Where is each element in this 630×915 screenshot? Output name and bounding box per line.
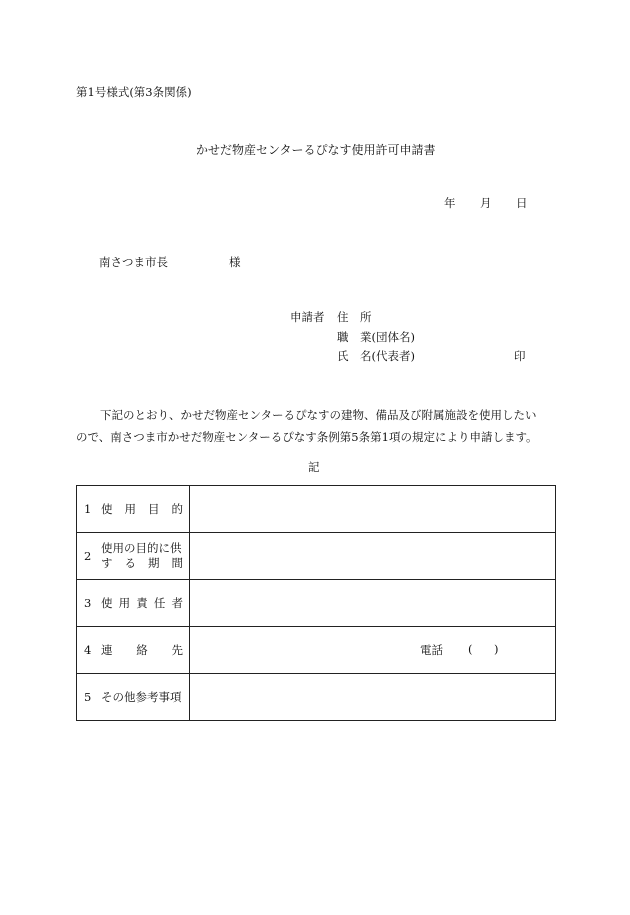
date-day: 日 [516,196,528,210]
contact-input-cell[interactable] [190,627,556,674]
date-line [444,198,528,210]
label-char: 連 [101,643,113,657]
phone-paren-close: ) [494,642,499,656]
item-label-cell [77,674,190,721]
applicant-label: 申請者 [290,310,325,324]
item-number: 3 [84,596,92,610]
item-number: 4 [84,643,92,657]
ki-heading: 記 [308,460,320,474]
table-row [77,580,556,627]
label-char: 任 [153,596,166,610]
label-char: 責 [136,596,148,610]
date-year: 年 [444,196,456,210]
item-label: その他参考事項 [101,690,182,704]
responsible-person-input-cell[interactable] [190,580,556,627]
label-char: 用 [124,502,136,516]
label-line-1: 使用の目的に供 [101,541,182,555]
table-row [77,627,556,674]
item-label-cell [77,627,190,674]
label-char: 先 [171,643,183,657]
item-label [101,501,189,517]
occupation-label: 職 業(団体名) [337,330,415,344]
item-label [101,642,189,658]
seal-mark: 印 [514,349,526,363]
items-table [76,485,556,721]
body-paragraph [76,404,560,448]
label-char: 目 [148,502,160,516]
table-row [77,674,556,721]
table-row [77,486,556,533]
phone-group [420,642,499,658]
document-title: かせだ物産センターるぴなす使用許可申請書 [196,143,436,157]
purpose-input-cell[interactable] [190,486,556,533]
item-number: 5 [84,690,92,704]
addressee-name: 南さつま市長 [99,255,168,269]
form-number: 第1号様式(第3条関係) [76,85,192,99]
item-label-cell [77,533,190,580]
label-char: 用 [118,596,131,610]
label-line-2 [101,556,183,571]
date-month: 月 [480,196,492,210]
body-line-2: ので、南さつま市かせだ物産センターるぴなす条例第5条第1項の規定により申請します。 [76,430,538,444]
addressee [99,257,241,269]
item-number: 1 [84,502,92,516]
item-number: 2 [84,549,92,563]
item-label-cell [77,580,190,627]
label-char: る [124,556,136,570]
item-label [101,541,189,571]
label-char: 期 [148,556,160,570]
table-row [77,533,556,580]
label-char: 使 [101,596,113,610]
body-line-1: 下記のとおり、かせだ物産センターるぴなすの建物、備品及び附属施設を使用したい [100,408,537,422]
label-char: 間 [171,556,183,570]
label-char: す [101,556,113,570]
addressee-honorific: 様 [229,255,241,269]
label-char: 者 [171,596,183,610]
phone-paren-open: ( [468,642,473,656]
address-label: 住 所 [337,310,372,324]
period-input-cell[interactable] [190,533,556,580]
phone-label: 電話 [420,643,443,657]
name-label: 氏 名(代表者) [337,349,415,363]
other-notes-input-cell[interactable] [190,674,556,721]
label-char: 使 [101,502,113,516]
label-char: 絡 [136,643,148,657]
item-label-cell [77,486,190,533]
label-char: 的 [171,502,183,516]
item-label [101,595,189,611]
